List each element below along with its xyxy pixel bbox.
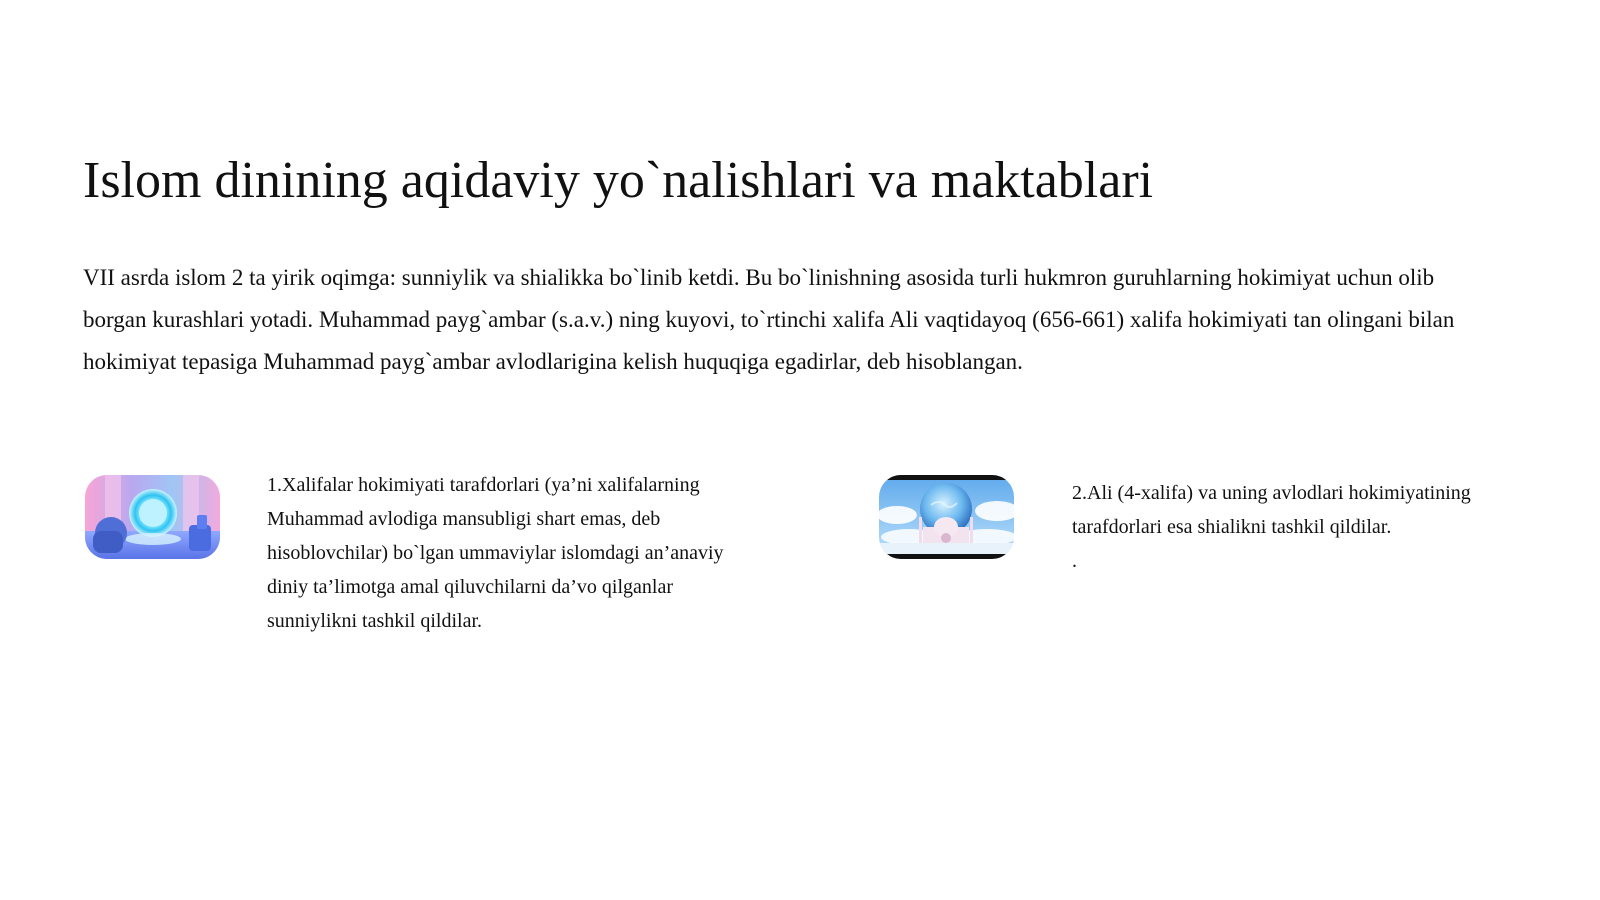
futuristic-room-image: [85, 475, 220, 559]
card-shia-description: 2.Ali (4-xalifa) va uning avlodlari hokimiyatining tarafdorlari esa shialikni tashkil qildilar.: [1072, 482, 1471, 538]
intro-paragraph: VII asrda islom 2 ta yirik oqimga: sunniylik va shialikka bo`linib ketdi. Bu bo`linishning asosida turli hukmron guruhlarning hokimiyat uchun olib borgan kurashlari yotadi. Muhammad payg`ambar (s.a.v.) ning kuyovi, to`rtinchi xalifa Ali vaqtidayoq (656-661) xalifa hokimiyati tan olingani bilan hokimiyat tepasiga Muhammad payg`ambar avlodlarigina kelish huquqiga egadirlar, deb hisoblangan.: [83, 265, 1455, 374]
card-sunni-description: 1.Xalifalar hokimiyati tarafdorlari (ya’ni xalifalarning Muhammad avlodiga mansubligi shart emas, deb hisoblovchilar) bo`lgan ummaviylar islomdagi an’anaviy diniy ta’limotga amal qiluvchilarni da’vo qilganlar sunniylikni tashkil qildilar.: [267, 474, 724, 632]
card-shia-trailing-dot: .: [1072, 550, 1077, 572]
card-sunni-text: [267, 468, 767, 638]
mosque-globe-image: [879, 475, 1014, 559]
card-shia-text: [1072, 476, 1492, 578]
slide-title: Islom dinining aqidaviy yo`nalishlari va maktablari: [83, 152, 1154, 209]
